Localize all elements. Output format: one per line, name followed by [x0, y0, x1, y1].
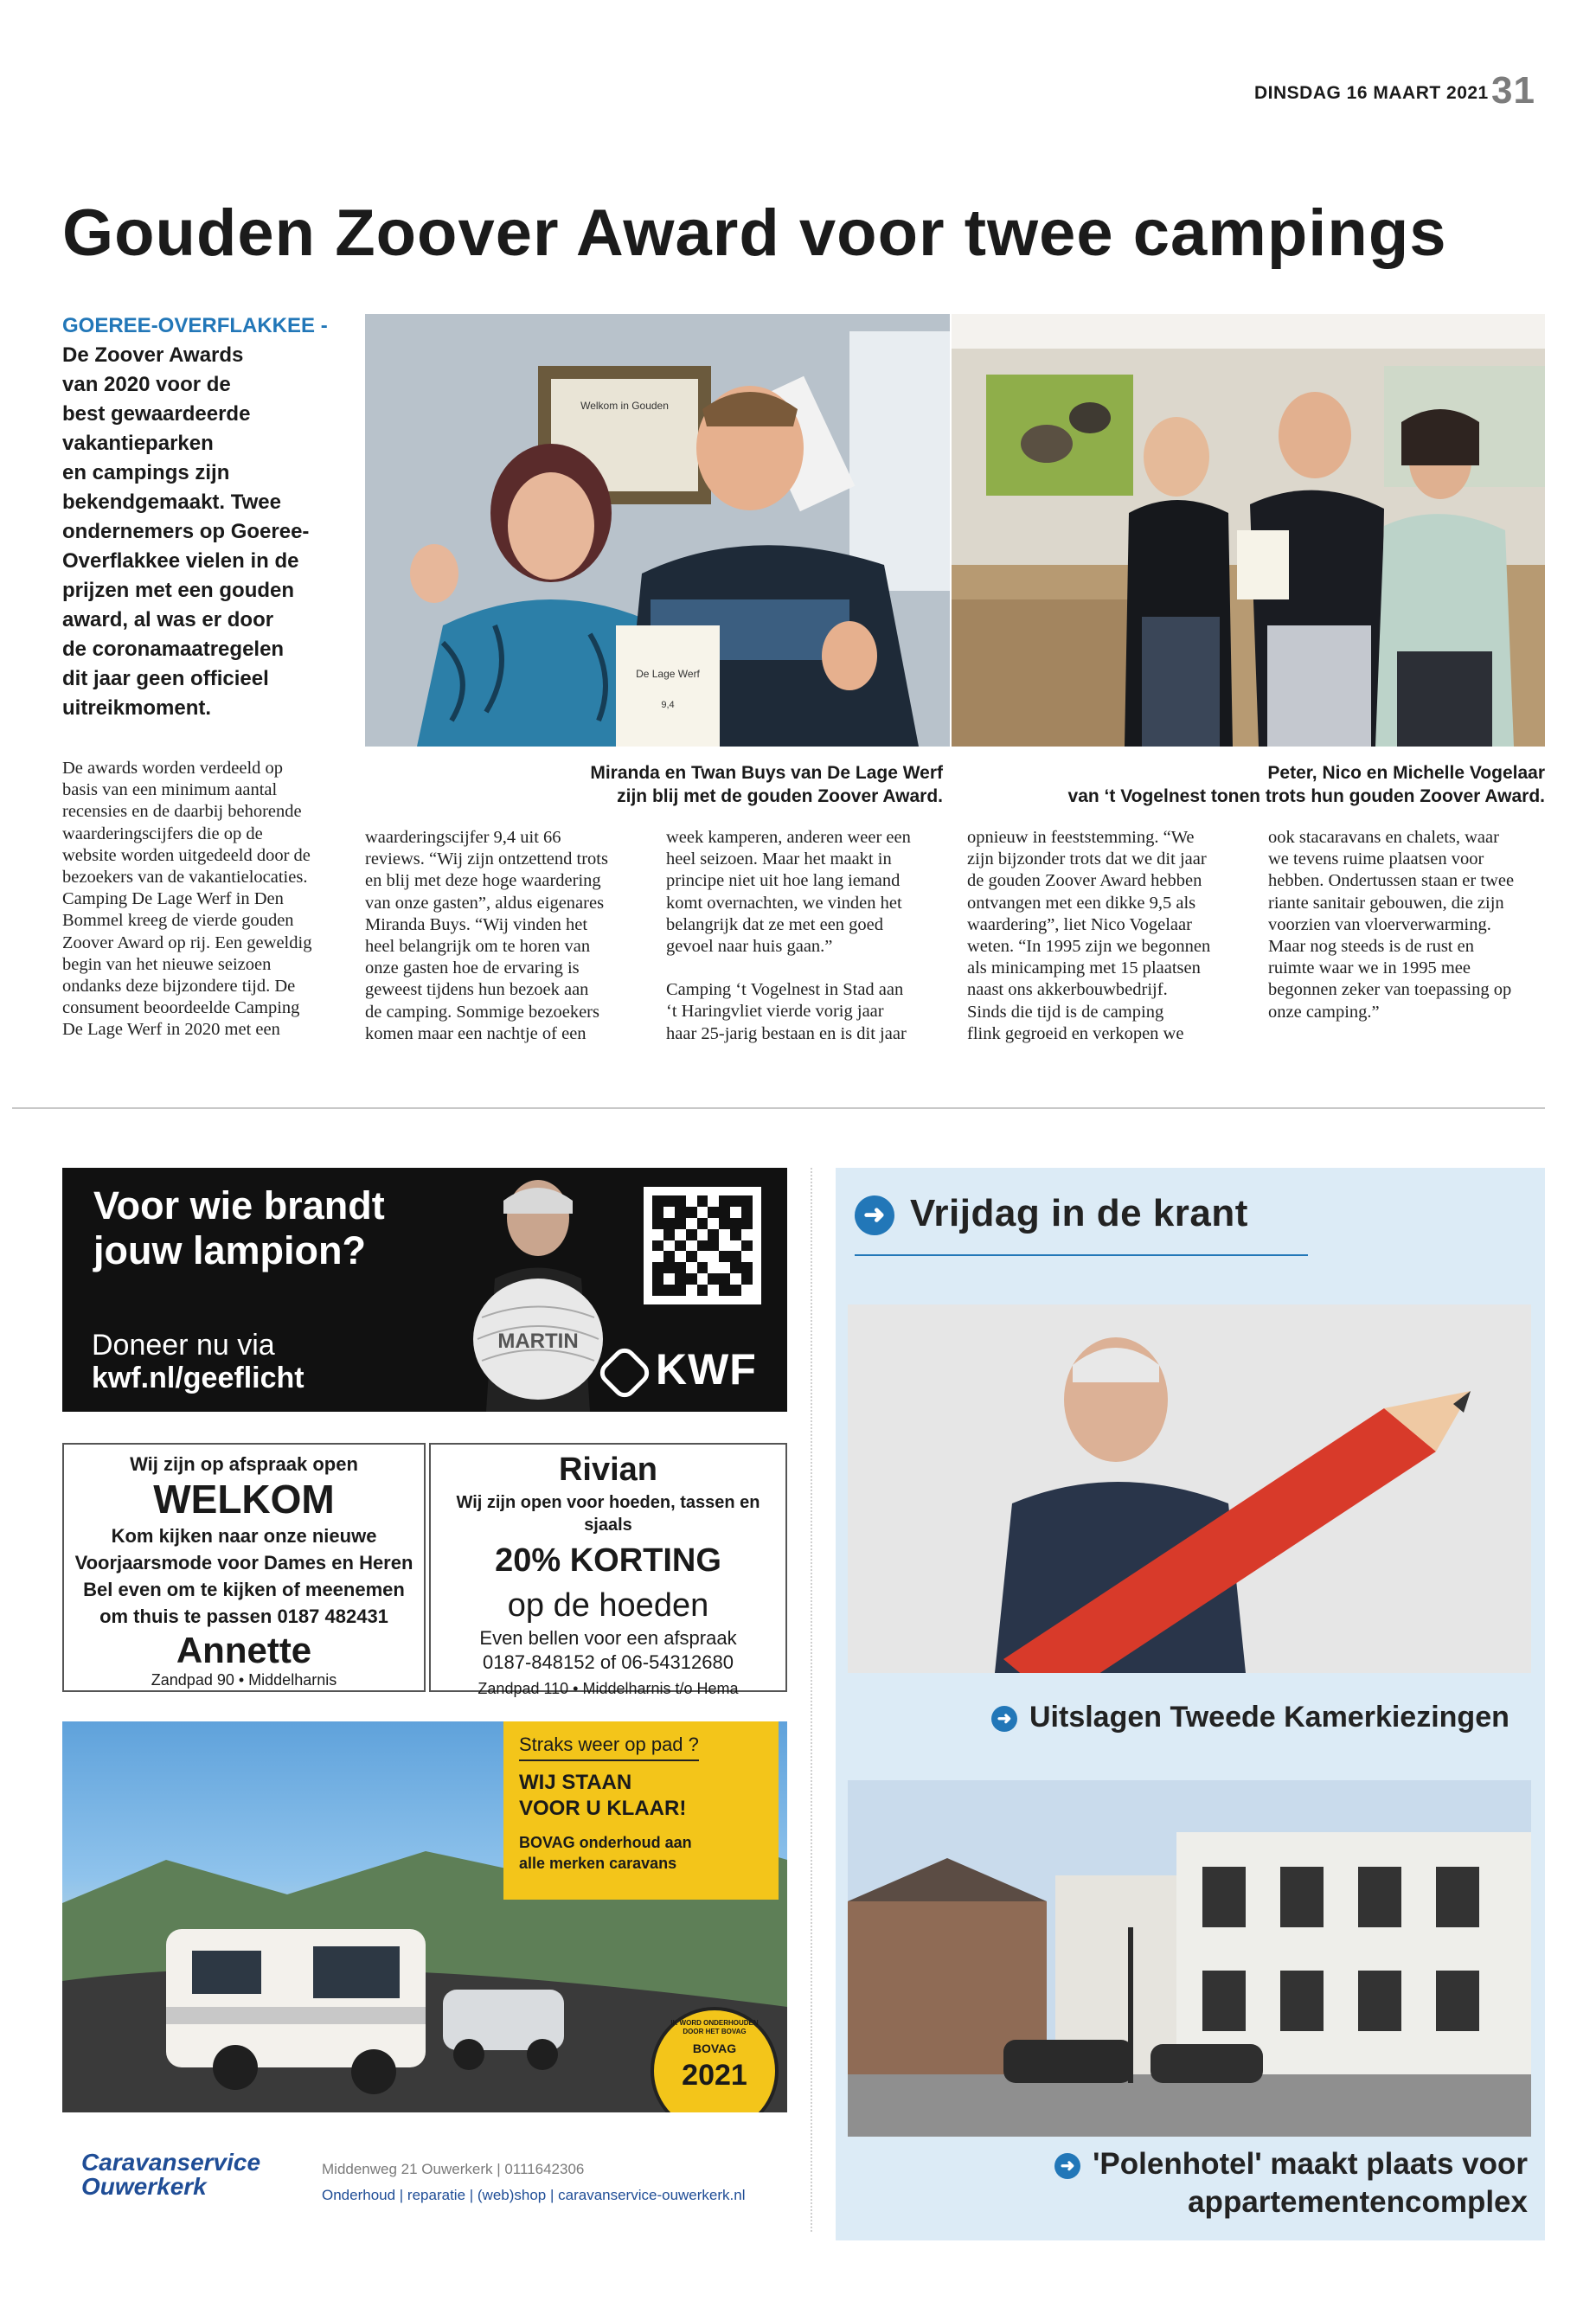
photo-sign-text: Welkom in Gouden	[580, 400, 669, 412]
column-line: flink gegroeid en verkopen we	[967, 1023, 1184, 1043]
column-line: ondanks deze bijzondere tijd. De	[62, 977, 296, 997]
column-line: onze camping.”	[1268, 1002, 1380, 1022]
promo-item-1[interactable]	[991, 1701, 1509, 1734]
column-paragraph	[666, 827, 941, 958]
column-line: gevoel naar huis gaan.”	[666, 937, 833, 957]
kwf-cta	[92, 1329, 304, 1394]
column-line: ‘t Haringvliet vierde vorig jaar	[666, 1002, 884, 1022]
column-line: haar 25-jarig bestaan en is dit jaar	[666, 1023, 907, 1043]
column-line: Zoover Award op rij. Een geweldig	[62, 933, 312, 952]
annette-line: Bel even om te kijken of meenemen	[83, 1579, 405, 1600]
column-line: ook stacaravans en chalets, waar	[1268, 828, 1499, 847]
photo1-caption-line: Miranda en Twan Buys van De Lage Werf	[590, 763, 943, 783]
column-line: komen maar een nachtje of een	[365, 1023, 586, 1043]
column-line: de camping. Sommige bezoekers	[365, 1002, 599, 1022]
column-line: hebben. Ondertussen staan er twee	[1268, 871, 1515, 891]
promo-item-2-text: 'Polenhotel' maakt plaats voor	[1093, 2147, 1528, 2181]
column-paragraph	[666, 979, 941, 1045]
bovag-badge-label: BOVAG	[692, 2041, 737, 2055]
column-line: ontvangen met een dikke 9,5 als	[967, 893, 1196, 913]
intro-line: ondernemers op Goeree-	[62, 520, 310, 543]
intro-line: dit jaar geen officieel	[62, 667, 269, 690]
page-date: DINSDAG 16 MAART 2021	[1254, 83, 1489, 103]
caravan-brand	[81, 2150, 260, 2199]
column-line: De Lage Werf in 2020 met een	[62, 1020, 280, 1040]
intro-line: en campings zijn	[62, 461, 230, 484]
ad-rivian	[429, 1443, 787, 1697]
intro-line: award, al was er door	[62, 608, 274, 631]
annette-address: Zandpad 90 • Middelharnis	[151, 1671, 337, 1689]
caravan-sub-2: alle merken caravans	[519, 1855, 677, 1872]
column-line: naast ons akkerbouwbedrijf.	[967, 980, 1168, 1000]
article-column-2	[365, 827, 640, 1045]
photo2-caption-line: Peter, Nico en Michelle Vogelaar	[1267, 763, 1545, 783]
promo-image-building	[848, 1780, 1531, 2137]
kwf-cta-line: Doneer nu via	[92, 1329, 275, 1362]
annette-welkom: WELKOM	[153, 1477, 335, 1522]
kwf-url[interactable]: kwf.nl/geeflicht	[92, 1362, 304, 1394]
arrow-right-icon: ➜	[991, 1706, 1017, 1732]
column-line: voorzien van vloerverwarming.	[1268, 914, 1491, 934]
column-line: week kamperen, anderen weer een	[666, 828, 911, 847]
caravan-headline-2: VOOR U KLAAR!	[519, 1797, 687, 1820]
annette-line: om thuis te passen 0187 482431	[99, 1606, 388, 1627]
column-line: Sinds die tijd is de camping	[967, 1002, 1164, 1022]
annette-line: Voorjaarsmode voor Dames en Heren	[74, 1552, 413, 1574]
intro-region: GOEREE-OVERFLAKKEE	[62, 314, 316, 337]
intro-line: uitreikmoment.	[62, 696, 212, 720]
column-line: recensies en de daarbij behorende	[62, 802, 302, 822]
promo-vrijdag	[836, 1168, 1545, 2240]
column-line: weten. “In 1995 zijn we begonnen	[967, 937, 1211, 957]
rivian-name: Rivian	[558, 1452, 658, 1488]
promo-pencil-illustration	[848, 1304, 1531, 1673]
photo2-caption	[969, 761, 1545, 808]
rivian-line: Even bellen voor een afspraak	[479, 1627, 737, 1649]
column-line: Camping ‘t Vogelnest in Stad aan	[666, 980, 904, 1000]
column-line: Miranda Buys. “Wij vinden het	[365, 914, 588, 934]
photo-certificate-text: De Lage Werf	[636, 668, 700, 680]
column-line: Maar nog steeds is de rust en	[1268, 937, 1474, 957]
kwf-person-with-lantern	[452, 1175, 625, 1412]
intro-line: bekendgemaakt. Twee	[62, 490, 281, 514]
column-line: ruimte waar we in 1995 mee	[1268, 958, 1471, 978]
column-line: belangrijk dat ze met een goed	[666, 914, 884, 934]
column-line: van onze gasten”, aldus eigenares	[365, 893, 605, 913]
promo-title-text: Vrijdag in de krant	[910, 1192, 1248, 1234]
caravan-address: Middenweg 21 Ouwerkerk | 0111642306	[322, 2161, 585, 2177]
rivian-line: op de hoeden	[507, 1587, 709, 1624]
intro-line: de coronamaatregelen	[62, 638, 285, 661]
column-line: website worden uitgedeeld door de	[62, 845, 311, 865]
rivian-address: Zandpad 110 • Middelharnis t/o Hema	[478, 1680, 739, 1697]
caravan-headline-1: WIJ STAAN	[519, 1771, 632, 1794]
intro-dash: -	[320, 314, 328, 337]
promo-image-pencil	[848, 1304, 1531, 1673]
intro-line: Overflakkee vielen in de	[62, 549, 299, 573]
photo-vogelnest-illustration	[952, 314, 1545, 747]
rivian-line: Wij zijn open voor hoeden, tassen en sjaals	[456, 1493, 760, 1535]
intro-line: vakantieparken	[62, 432, 214, 455]
kwf-logo	[604, 1344, 757, 1394]
rivian-discount: 20% KORTING	[495, 1542, 721, 1579]
page-number: 31	[1491, 69, 1535, 112]
column-line: heel belangrijk om te horen van	[365, 937, 591, 957]
ad-caravan[interactable]	[62, 1721, 787, 2240]
column-line: Bommel kreeg de vierde gouden	[62, 911, 294, 931]
intro-line: De Zoover Awards	[62, 343, 244, 367]
promo-title-rule	[855, 1254, 1308, 1256]
ad-column-separator	[811, 1168, 812, 2232]
photo-lage-werf-illustration	[365, 314, 950, 747]
column-line: riante sanitair gebouwen, die zijn	[1268, 893, 1504, 913]
column-line: en blij met deze hoge waardering	[365, 871, 601, 891]
promo-title	[855, 1192, 1248, 1235]
promo-building-illustration	[848, 1780, 1531, 2137]
column-line: geweest tijdens hun bezoek aan	[365, 980, 589, 1000]
column-line: begin van het nieuwe seizoen	[62, 954, 272, 974]
article-column-1	[62, 758, 322, 1042]
bovag-badge-arc: IK WORD ONDERHOUDEN DOOR HET BOVAG	[670, 2019, 759, 2035]
caravan-promo-box	[503, 1721, 779, 1900]
column-line: opnieuw in feeststemming. “We	[967, 828, 1195, 847]
caravan-footer	[62, 2112, 787, 2240]
column-line: reviews. “Wij zijn ontzettend trots	[365, 849, 608, 869]
section-divider	[12, 1107, 1545, 1109]
ad-annette	[62, 1443, 426, 1692]
ad-kwf[interactable]	[62, 1168, 787, 1412]
column-line: basis van een minimum aantal	[62, 780, 278, 800]
article-intro	[62, 311, 339, 723]
rivian-phone: 0187-848152 of 06-54312680	[483, 1651, 734, 1673]
column-line: als minicamping met 15 plaatsen	[967, 958, 1201, 978]
kwf-headline	[93, 1183, 474, 1273]
photo1-caption	[484, 761, 943, 808]
promo-item-2-text: appartementencomplex	[1188, 2185, 1528, 2219]
column-line: zijn bijzonder trots dat we dit jaar	[967, 849, 1207, 869]
column-line: waardering”, liet Nico Vogelaar	[967, 914, 1192, 934]
kwf-headline-line: Voor wie brandt	[93, 1183, 385, 1227]
column-line: De awards worden verdeeld op	[62, 759, 284, 778]
photo-lage-werf	[365, 314, 950, 747]
column-line: we tevens ruime plaatsen voor	[1268, 849, 1484, 869]
photo-certificate-score: 9,4	[661, 700, 675, 710]
caravan-sub-1: BOVAG onderhoud aan	[519, 1834, 692, 1851]
intro-line: prijzen met een gouden	[62, 579, 295, 602]
kwf-headline-line: jouw lampion?	[93, 1228, 366, 1272]
column-line: waarderingscijfers die op de	[62, 824, 263, 843]
column-line: begonnen zeker van toepassing op	[1268, 980, 1512, 1000]
intro-line: best gewaardeerde	[62, 402, 251, 426]
promo-item-1-text: Uitslagen Tweede Kamerkiezingen	[1029, 1701, 1509, 1734]
intro-line: van 2020 voor de	[62, 373, 231, 396]
qr-pattern	[652, 1195, 753, 1296]
lantern-name: MARTIN	[497, 1330, 579, 1353]
article-headline: Gouden Zoover Award voor twee campings	[62, 196, 1447, 270]
arrow-right-icon: ➜	[855, 1195, 894, 1235]
column-line: bezoekers van de vakantielocaties.	[62, 868, 308, 888]
photo-vogelnest	[952, 314, 1545, 747]
bovag-badge-year: 2021	[682, 2059, 747, 2092]
column-line: waarderingscijfer 9,4 uit 66	[365, 828, 561, 847]
caravan-brand-line: Ouwerkerk	[81, 2173, 207, 2200]
column-line: Camping De Lage Werf in Den	[62, 889, 284, 909]
article-column-3	[666, 827, 941, 1067]
annette-line: Wij zijn op afspraak open	[130, 1453, 358, 1475]
caravan-services[interactable]: Onderhoud | reparatie | (web)shop | caravanservice-ouwerkerk.nl	[322, 2187, 746, 2203]
annette-line: Kom kijken naar onze nieuwe	[111, 1525, 377, 1547]
article-column-4	[967, 827, 1242, 1045]
caravan-brand-line: Caravanservice	[81, 2149, 261, 2176]
photo2-caption-line: van ‘t Vogelnest tonen trots hun gouden Zoover Award.	[1067, 786, 1545, 806]
column-line: heel seizoen. Maar het maakt in	[666, 849, 892, 869]
photo1-caption-line: zijn blij met de gouden Zoover Award.	[617, 786, 943, 806]
annette-name: Annette	[176, 1630, 312, 1670]
column-line: komt overnachten, we vinden het	[666, 893, 902, 913]
caravan-tagline: Straks weer op pad ?	[519, 1734, 699, 1761]
kwf-logo-text: KWF	[656, 1345, 757, 1394]
kwf-logo-icon	[595, 1343, 654, 1402]
column-line: de gouden Zoover Award hebben	[967, 871, 1202, 891]
column-line: onze gasten hoe de ervaring is	[365, 958, 580, 978]
column-line: principe niet uit hoe lang iemand	[666, 871, 901, 891]
promo-item-2[interactable]	[1028, 2145, 1528, 2221]
kwf-qr-code[interactable]	[644, 1187, 761, 1304]
column-line: consument beoordeelde Camping	[62, 998, 300, 1018]
arrow-right-icon: ➜	[1054, 2153, 1080, 2179]
article-column-5	[1268, 827, 1543, 1023]
